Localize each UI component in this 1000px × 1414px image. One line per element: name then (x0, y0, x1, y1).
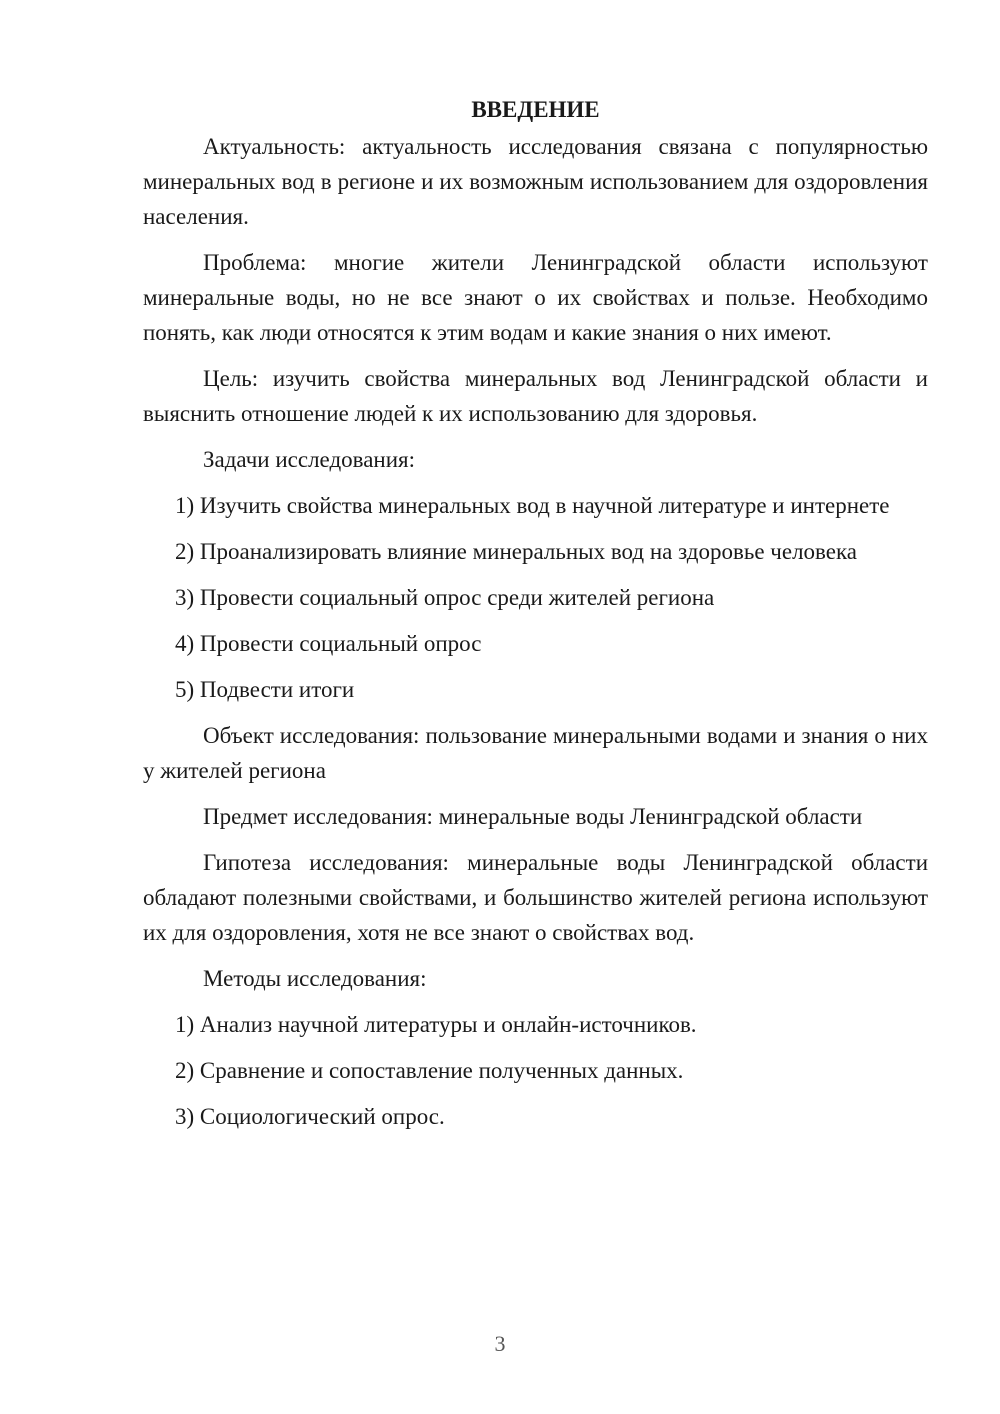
method-item: 1) Анализ научной литературы и онлайн-источников. (175, 1012, 697, 1037)
methods-heading: Методы исследования: (203, 966, 427, 991)
subject-paragraph: Предмет исследования: минеральные воды Ленинградской области (203, 804, 863, 829)
section-title: ВВЕДЕНИЕ (471, 97, 600, 122)
method-item: 2) Сравнение и сопоставление полученных данных. (175, 1058, 684, 1083)
document-page (143, 92, 928, 1145)
goal-paragraph: Цель: изучить свойства минеральных вод Ленинградской области и выяснить отношение людей к их использованию для здоровья. (143, 366, 928, 426)
task-item: 4) Провести социальный опрос (175, 631, 482, 656)
task-item: 2) Проанализировать влияние минеральных вод на здоровье человека (175, 539, 858, 564)
tasks-heading: Задачи исследования: (203, 447, 416, 472)
object-paragraph: Объект исследования: пользование минеральными водами и знания о них у жителей региона (143, 723, 928, 783)
problem-paragraph: Проблема: многие жители Ленинградской области используют минеральные воды, но не все знают о их свойствах и пользе. Необходимо понять, как люди относятся к этим водам и какие знания о них имеют. (143, 250, 928, 345)
page-number: 3 (494, 1331, 506, 1356)
hypothesis-paragraph: Гипотеза исследования: минеральные воды Ленинградской области обладают полезными свойствами, и большинство жителей региона используют их для оздоровления, хотя не все знают о свойствах вод. (143, 850, 928, 945)
task-item: 3) Провести социальный опрос среди жителей региона (175, 585, 715, 610)
task-item: 5) Подвести итоги (175, 677, 355, 702)
relevance-paragraph: Актуальность: актуальность исследования связана с популярностью минеральных вод в регионе и их возможным использованием для оздоровления населения. (143, 134, 928, 229)
method-item: 3) Социологический опрос. (175, 1104, 445, 1129)
task-item: 1) Изучить свойства минеральных вод в научной литературе и интернете (175, 493, 890, 518)
